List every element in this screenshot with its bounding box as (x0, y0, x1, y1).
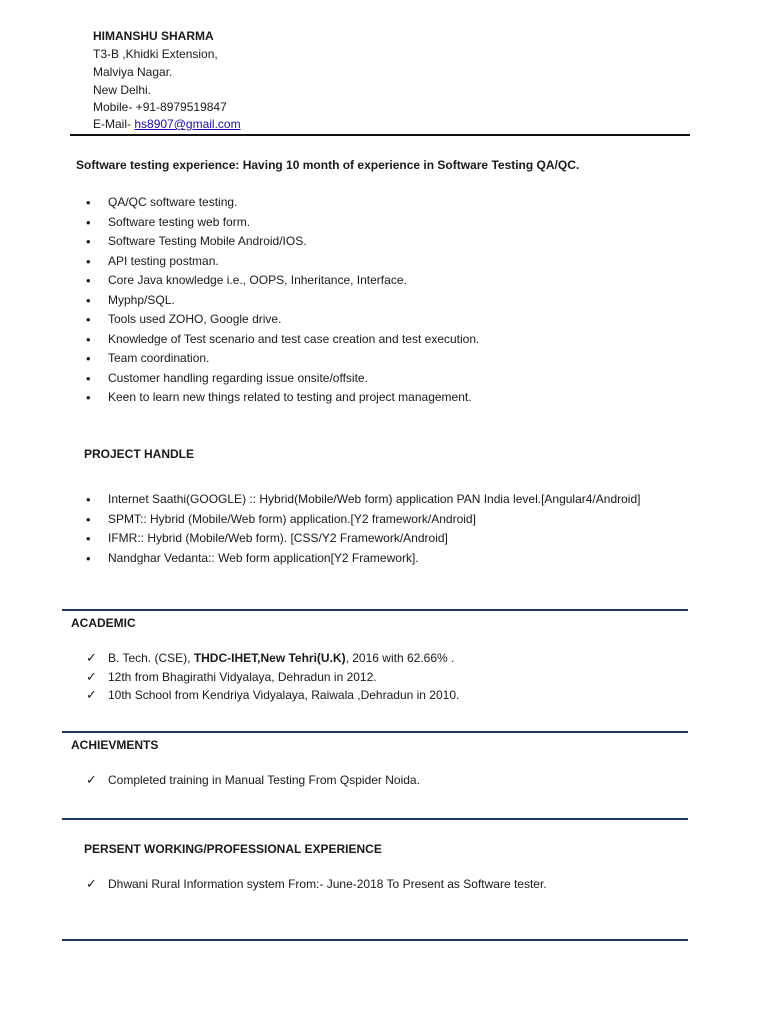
bullet-icon: • (86, 492, 91, 507)
bullet-icon: • (86, 195, 91, 210)
bullet-icon: • (86, 550, 91, 566)
address-line-1: T3-B ,Khidki Extension, (93, 47, 218, 61)
header-divider (70, 134, 690, 136)
email-label: E-Mail- (93, 117, 135, 131)
bullet-icon: • (86, 531, 91, 546)
address-line-3: New Delhi. (93, 83, 152, 97)
list-item: • SPMT:: Hybrid (Mobile/Web form) application.[Y2 framework/Android] (84, 510, 640, 530)
bullet-icon: • (86, 370, 91, 386)
list-item: ✓ 12th from Bhagirathi Vidyalaya, Dehradun in 2012. (84, 668, 459, 687)
email-link[interactable]: hs8907@gmail.com (134, 117, 241, 131)
experience-list (84, 875, 547, 894)
bullet-icon: • (86, 292, 91, 308)
section-divider (62, 609, 688, 611)
list-item: • Knowledge of Test scenario and test case creation and test execution. (84, 330, 479, 350)
list-item: • IFMR:: Hybrid (Mobile/Web form). [CSS/Y2 Framework/Android] (84, 529, 640, 549)
bullet-icon: • (86, 351, 91, 366)
achievements-title: ACHIEVMENTS (71, 738, 159, 752)
list-item: • Tools used ZOHO, Google drive. (84, 310, 479, 330)
list-item: • QA/QC software testing. (84, 193, 479, 213)
skills-list (84, 193, 479, 408)
list-item: • Core Java knowledge i.e., OOPS, Inheritance, Interface. (84, 271, 479, 291)
checkmark-icon: ✓ (86, 876, 97, 891)
bullet-icon: • (86, 253, 91, 269)
address-line-2: Malviya Nagar. (93, 65, 173, 79)
bullet-icon: • (86, 273, 91, 288)
list-item: • Nandghar Vedanta:: Web form application[Y2 Framework]. (84, 549, 640, 569)
bullet-icon: • (86, 390, 91, 405)
list-item: • Team coordination. (84, 349, 479, 369)
experience-summary: Software testing experience: Having 10 month of experience in Software Testing QA/QC. (76, 158, 580, 172)
list-item: • Internet Saathi(GOOGLE) :: Hybrid(Mobile/Web form) application PAN India level.[Angular4/Android] (84, 490, 640, 510)
bullet-icon: • (86, 214, 91, 230)
bullet-icon: • (86, 312, 91, 327)
list-item: • Myphp/SQL. (84, 291, 479, 311)
list-item: ✓ 10th School from Kendriya Vidyalaya, Raiwala ,Dehradun in 2010. (84, 686, 459, 705)
section-divider (62, 818, 688, 820)
academic-title: ACADEMIC (71, 616, 136, 630)
contact-block (93, 28, 493, 134)
projects-title: PROJECT HANDLE (84, 447, 195, 461)
checkmark-icon: ✓ (86, 668, 97, 684)
list-item: • Software Testing Mobile Android/IOS. (84, 232, 479, 252)
candidate-name: HIMANSHU SHARMA (93, 29, 214, 43)
academic-list (84, 649, 459, 705)
experience-title: PERSENT WORKING/PROFESSIONAL EXPERIENCE (84, 842, 382, 856)
bullet-icon: • (86, 234, 91, 249)
list-item: ✓ Dhwani Rural Information system From:- June-2018 To Present as Software tester. (84, 875, 547, 894)
email-line (93, 116, 241, 133)
achievements-list (84, 771, 420, 790)
checkmark-icon: ✓ (86, 650, 97, 665)
checkmark-icon: ✓ (86, 772, 97, 787)
section-divider (62, 731, 688, 733)
bullet-icon: • (86, 331, 91, 347)
checkmark-icon: ✓ (86, 687, 97, 702)
section-divider (62, 939, 688, 941)
list-item: • Customer handling regarding issue onsite/offsite. (84, 369, 479, 389)
list-item: ✓ Completed training in Manual Testing From Qspider Noida. (84, 771, 420, 790)
list-item: • API testing postman. (84, 252, 479, 272)
projects-list (84, 490, 640, 568)
list-item: • Keen to learn new things related to testing and project management. (84, 388, 479, 408)
bullet-icon: • (86, 511, 91, 527)
list-item: ✓ B. Tech. (CSE), THDC-IHET,New Tehri(U.K), 2016 with 62.66% . (84, 649, 459, 668)
list-item: • Software testing web form. (84, 213, 479, 233)
mobile-number: Mobile- +91-8979519847 (93, 100, 227, 114)
